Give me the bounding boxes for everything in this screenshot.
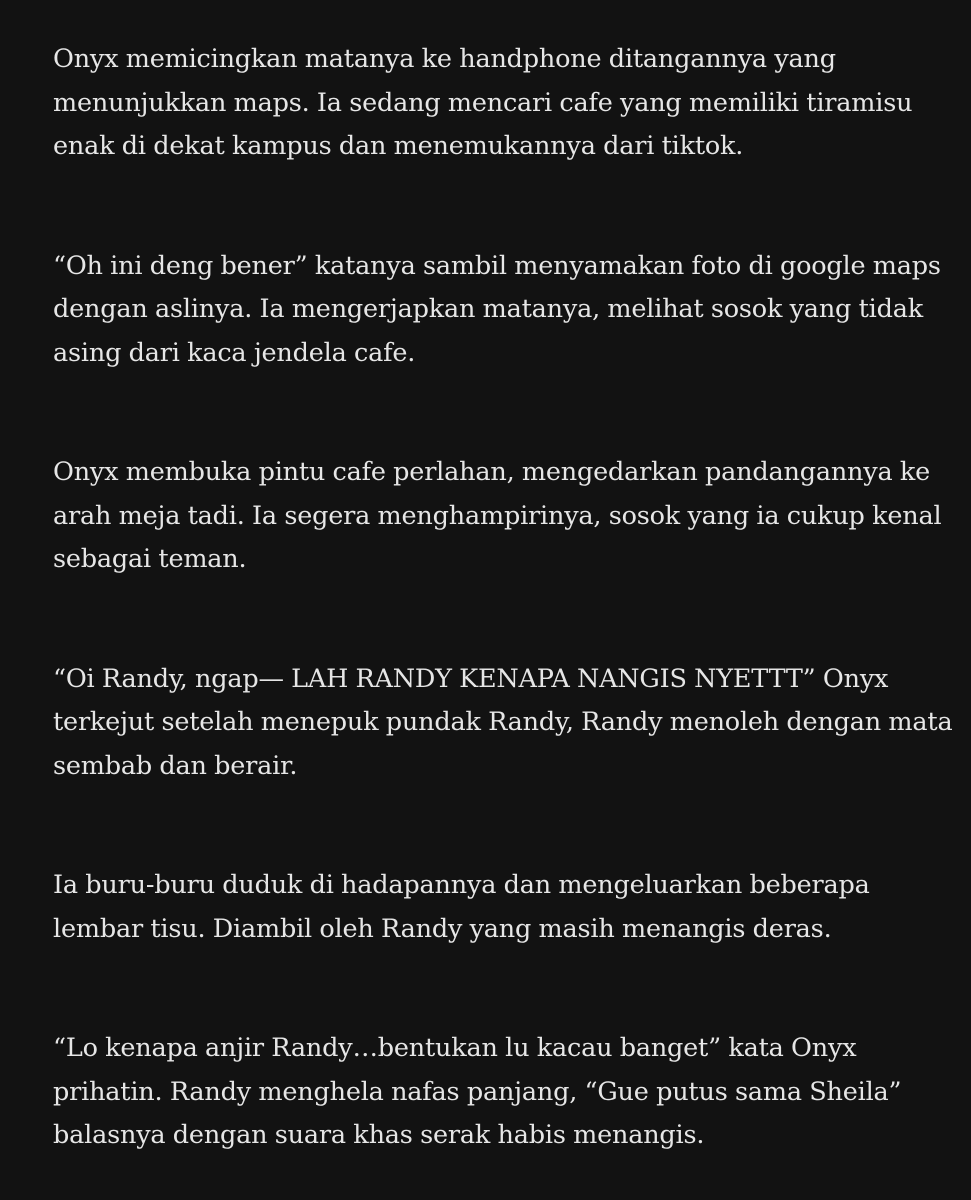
paragraph (53, 38, 933, 169)
story-text (53, 38, 953, 1158)
paragraph-spacer (53, 951, 933, 1027)
paragraph-spacer (53, 375, 933, 451)
paragraph-spacer (53, 788, 933, 864)
text-line: “Oh ini deng bener” katanya sambil menyamakan foto di google maps (53, 250, 941, 281)
paragraph-spacer (53, 169, 933, 245)
text-line: enak di dekat kampus dan menemukannya dari tiktok. (53, 131, 744, 161)
paragraph (53, 864, 933, 951)
text-line: Ia buru-buru duduk di hadapannya dan mengeluarkan beberapa (53, 870, 870, 900)
text-line: menunjukkan maps. Ia sedang mencari cafe yang memiliki tiramisu (53, 87, 913, 118)
paragraph (53, 1027, 933, 1158)
text-line: prihatin. Randy menghela nafas panjang, “Gue putus sama Sheila” (53, 1076, 902, 1107)
text-line: “Oi Randy, ngap— LAH RANDY KENAPA NANGIS NYETTT” Onyx (53, 663, 889, 694)
paragraph (53, 451, 942, 582)
text-line: balasnya dengan suara khas serak habis menangis. (53, 1120, 705, 1150)
text-line: Onyx memicingkan matanya ke handphone ditangannya yang (53, 44, 836, 74)
text-line: sebagai teman. (53, 544, 247, 574)
paragraph-spacer (53, 582, 933, 658)
text-line: Onyx membuka pintu cafe perlahan, mengedarkan pandangannya ke (53, 457, 931, 487)
text-line: asing dari kaca jendela cafe. (53, 337, 416, 368)
paragraph (53, 245, 941, 376)
text-line: sembab dan berair. (53, 750, 298, 781)
text-line: lembar tisu. Diambil oleh Randy yang masih menangis deras. (53, 913, 832, 944)
text-line: arah meja tadi. Ia segera menghampirinya, sosok yang ia cukup kenal (53, 500, 942, 531)
paragraph (53, 658, 953, 789)
text-line: terkejut setelah menepuk pundak Randy, Randy menoleh dengan mata (53, 707, 953, 737)
text-line: “Lo kenapa anjir Randy…bentukan lu kacau banget” kata Onyx (53, 1033, 857, 1063)
text-line: dengan aslinya. Ia mengerjapkan matanya, melihat sosok yang tidak (53, 294, 923, 324)
